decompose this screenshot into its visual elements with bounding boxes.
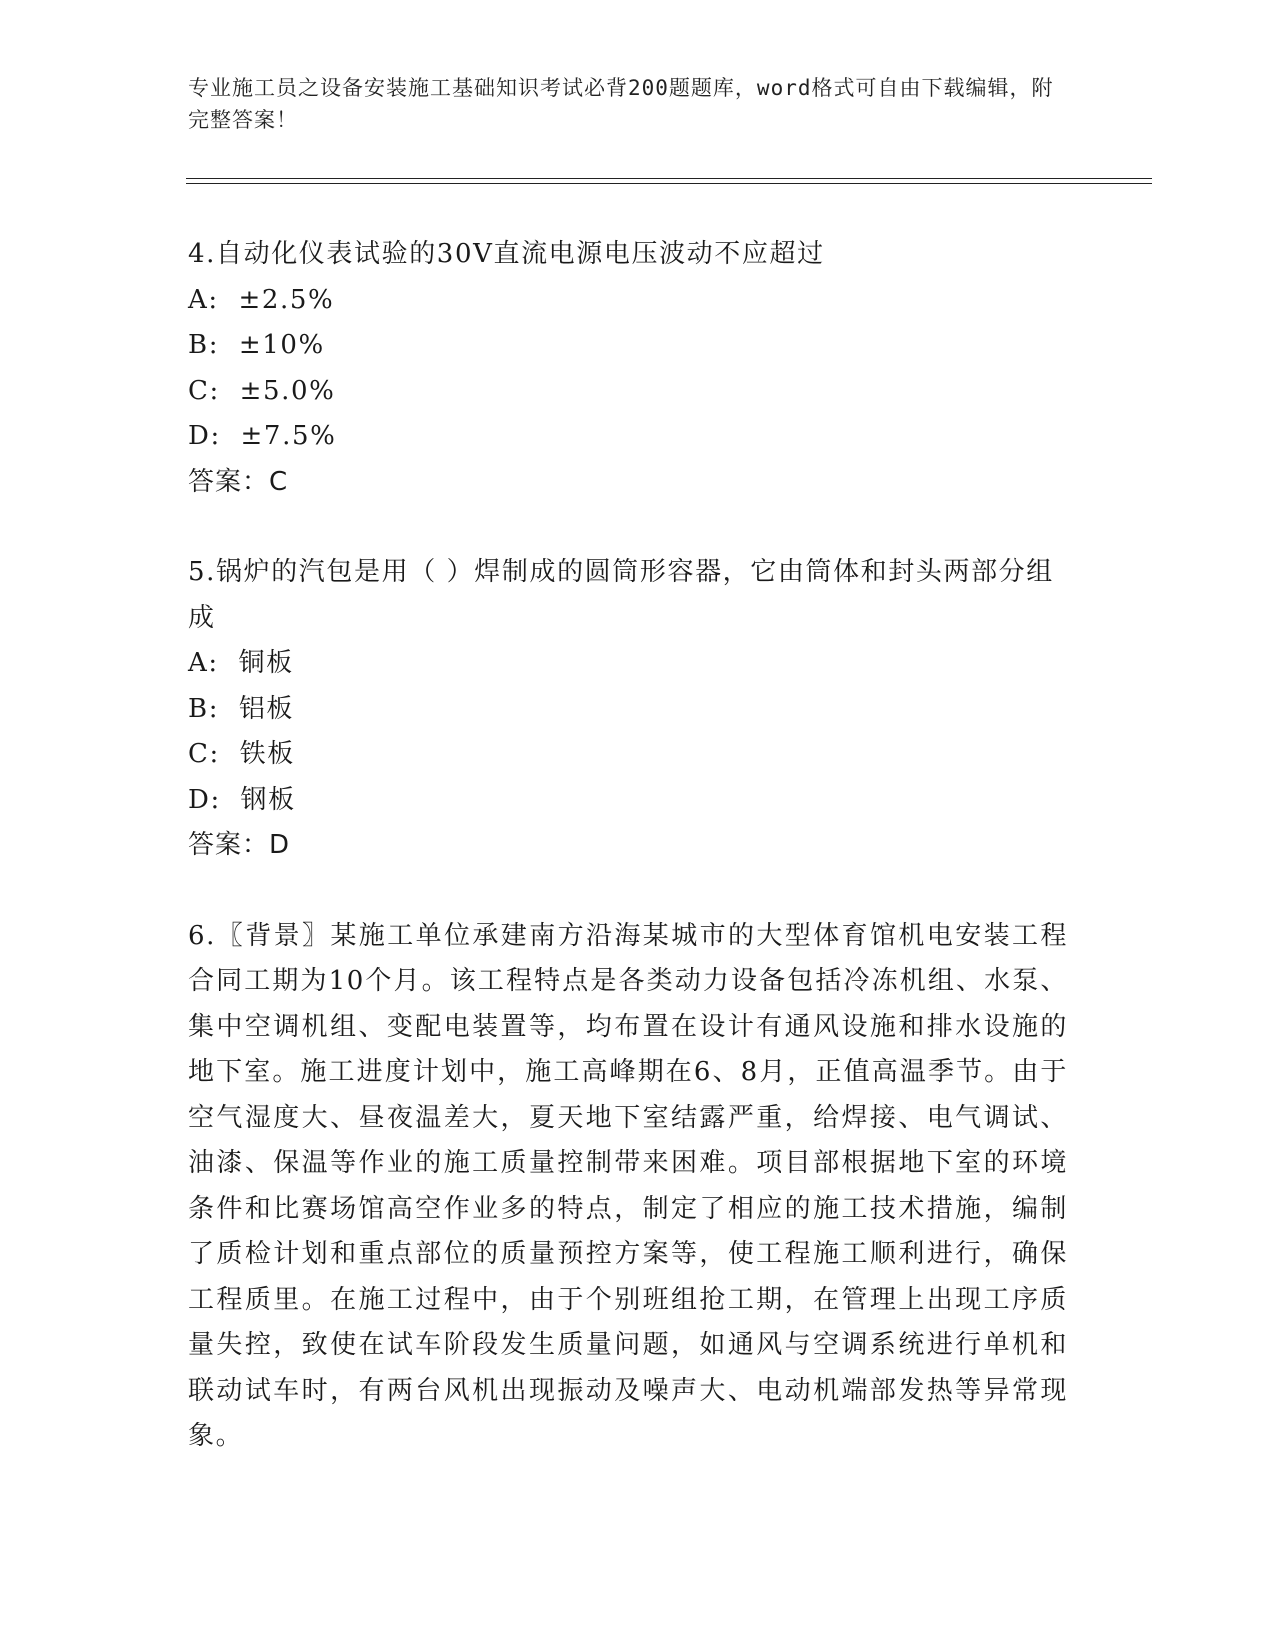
option-label: B:: [188, 693, 220, 724]
option-a: [188, 641, 1068, 687]
option-text: 铝板: [238, 693, 295, 724]
option-label: B:: [188, 330, 220, 360]
option-c: [188, 732, 1068, 778]
question-6-case: [188, 914, 1068, 1460]
question-text: 5.锅炉的汽包是用（ ）焊制成的圆筒形容器，它由筒体和封头两部分组成: [188, 557, 1054, 633]
case-paragraph: 6.〖背景〗某施工单位承建南方沿海某城市的大型体育馆机电安装工程合同工期为10个月。该工程特点是各类动力设备包括冷冻机组、水泵、集中空调机组、变配电装置等，均布置在设计有通风设施和排水设施的地下室。施工进度计划中，施工高峰期在6、8月，正值高温季节。由于空气湿度大、昼夜温差大，夏天地下室结露严重，给焊接、电气调试、油漆、保温等作业的施工质量控制带来困难。项目部根据地下室的环境条件和比赛场馆高空作业多的特点，制定了相应的施工技术措施，编制了质检计划和重点部位的质量预控方案等，使工程施工顺利进行，确保工程质里。在施工过程中，由于个别班组抢工期，在管理上出现工序质量失控，致使在试车阶段发生质量问题，如通风与空调系统进行单机和联动试车时，有两台风机出现振动及噪声大、电动机端部发热等异常现象。: [188, 920, 1068, 1451]
spacer: [188, 505, 1068, 550]
document-title: 专业施工员之设备安装施工基础知识考试必背200题题库，word格式可自由下载编辑，附完整答案！: [188, 76, 1054, 132]
option-label: C:: [188, 375, 220, 406]
header-divider-top: [186, 178, 1152, 179]
answer-line: 答案：D: [188, 830, 291, 860]
option-b: [188, 687, 1068, 733]
option-text: 铁板: [239, 739, 295, 769]
option-text: 铜板: [238, 648, 294, 678]
option-d: [188, 778, 1068, 824]
option-text: ±2.5%: [238, 284, 335, 315]
document-header: [188, 72, 1068, 136]
option-c: [188, 369, 1068, 415]
question-text: 4.自动化仪表试验的30V直流电源电压波动不应超过: [188, 239, 825, 269]
option-text: 钢板: [240, 784, 296, 815]
option-label: A:: [188, 648, 219, 678]
document-body: [188, 232, 1068, 1460]
option-b: [188, 323, 1068, 369]
option-label: A:: [188, 284, 219, 315]
option-label: D:: [188, 784, 221, 815]
header-divider-bottom: [186, 183, 1152, 184]
option-text: ±5.0%: [239, 375, 336, 406]
question-5: [188, 550, 1068, 869]
spacer: [188, 869, 1068, 914]
option-text: ±10%: [238, 330, 325, 360]
option-a: [188, 278, 1068, 324]
option-text: ±7.5%: [240, 421, 337, 451]
question-4: [188, 232, 1068, 505]
answer-line: 答案：C: [188, 466, 289, 497]
option-label: C:: [188, 739, 220, 769]
option-d: [188, 414, 1068, 460]
option-label: D:: [188, 421, 221, 451]
